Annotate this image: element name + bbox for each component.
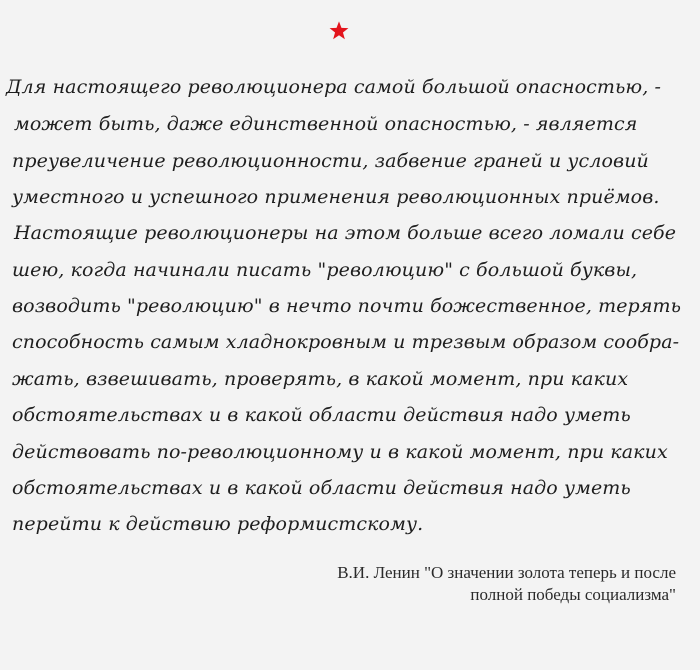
quote-line: жать, взвешивать, проверять, в какой момент, при каких — [12, 368, 629, 390]
quote-line: способность самым хладнокровным и трезвым образом сообра- — [12, 331, 680, 353]
quote-attribution — [216, 562, 676, 606]
quote-line: обстоятельствах и в какой области действия надо уметь — [12, 477, 631, 499]
quote-line: шею, когда начинали писать "революцию" с большой буквы, — [12, 259, 638, 281]
red-star-icon — [328, 20, 350, 42]
attribution-line-1: В.И. Ленин "О значении золота теперь и после — [337, 563, 676, 582]
quote-line: преувеличение революционности, забвение граней и условий — [12, 150, 649, 172]
quote-line: уместного и успешного применения революционных приёмов. — [12, 186, 660, 208]
quote-line: обстоятельствах и в какой области действия надо уметь — [12, 404, 631, 426]
quote-line: возводить "революцию" в нечто почти божественное, терять — [12, 295, 682, 317]
quote-line: Настоящие революционеры на этом больше всего ломали себе — [14, 222, 677, 244]
attribution-line-2: полной победы социализма" — [470, 585, 676, 604]
quote-line: может быть, даже единственной опасностью, - является — [14, 113, 638, 135]
quote-line: Для настоящего революционера самой большой опасностью, - — [6, 76, 662, 98]
quote-line: перейти к действию реформистскому. — [12, 513, 424, 535]
quote-line: действовать по-революционному и в какой момент, при каких — [12, 441, 668, 463]
